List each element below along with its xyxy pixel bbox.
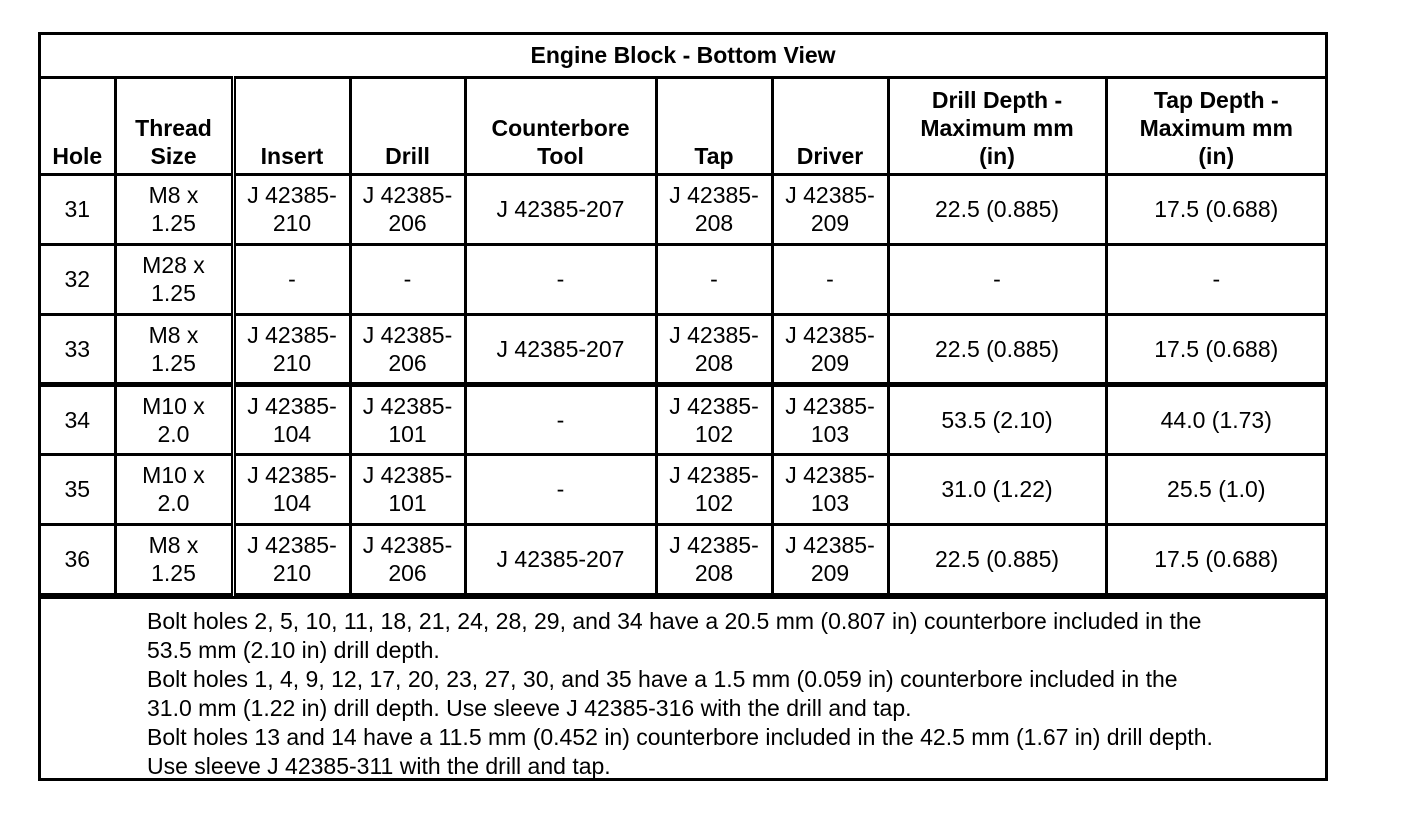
cell-thread-size-text: 1.25 [151, 210, 196, 236]
cell-counterbore-tool [465, 454, 656, 524]
cell-driver [772, 384, 888, 454]
cell-drill-depth [888, 384, 1106, 454]
header-drill-depth [888, 77, 1106, 174]
cell-drill-text: 206 [388, 560, 427, 586]
cell-thread-size [115, 244, 233, 314]
cell-hole [41, 314, 115, 384]
notes-section [41, 596, 1325, 789]
cell-tap [656, 384, 772, 454]
cell-hole [41, 244, 115, 314]
cell-driver-text: J 42385- [785, 532, 875, 558]
header-counterbore-tool [465, 77, 656, 174]
cell-tap-text: J 42385- [669, 462, 759, 488]
cell-drill-depth-text: 22.5 (0.885) [934, 196, 1060, 222]
cell-tap-depth-text: 25.5 (1.0) [1167, 476, 1266, 502]
cell-insert [233, 524, 350, 594]
cell-insert [233, 454, 350, 524]
cell-tap-text: J 42385- [669, 182, 759, 208]
cell-hole [41, 454, 115, 524]
note-line: Bolt holes 1, 4, 9, 12, 17, 20, 23, 27, 30, and 35 have a 1.5 mm (0.059 in) counterbore included in the [147, 665, 1178, 692]
cell-hole-text: 31 [64, 196, 91, 222]
cell-tap [656, 524, 772, 594]
cell-counterbore-tool-text: J 42385-207 [496, 196, 625, 222]
header-tap-label: Tap [694, 142, 734, 169]
cell-drill [350, 314, 465, 384]
note-item [147, 665, 1307, 723]
cell-tap-depth [1106, 384, 1325, 454]
cell-counterbore-tool [465, 524, 656, 594]
cell-tap-depth-text: 17.5 (0.688) [1154, 335, 1279, 362]
header-drill-depth-line1: Drill Depth - [931, 86, 1063, 113]
cell-counterbore-tool [465, 174, 656, 244]
cell-driver [772, 314, 888, 384]
cell-thread-size [115, 314, 233, 384]
cell-drill [350, 454, 465, 524]
cell-tap-depth [1106, 454, 1325, 524]
cell-drill-text: 101 [388, 420, 427, 447]
cell-tap-depth-text: 17.5 (0.688) [1154, 196, 1279, 222]
cell-tap-text: 102 [694, 420, 734, 447]
cell-drill-text: 206 [388, 210, 427, 236]
spec-table [41, 35, 1325, 596]
cell-drill-depth-text: 31.0 (1.22) [941, 476, 1053, 502]
cell-drill-depth [888, 244, 1106, 314]
cell-drill [350, 244, 465, 314]
cell-drill-text: J 42385- [362, 532, 453, 558]
cell-hole-text: 34 [64, 406, 91, 433]
cell-counterbore-tool-text: - [556, 406, 565, 433]
cell-thread-size-text: M8 x [148, 321, 199, 348]
cell-hole [41, 524, 115, 594]
cell-driver-text: 103 [810, 420, 850, 447]
cell-insert-text: J 42385- [247, 392, 337, 419]
cell-driver-text: 209 [810, 349, 850, 376]
cell-counterbore-tool-text: - [556, 266, 565, 292]
cell-driver-text: J 42385- [785, 462, 875, 488]
cell-thread-size-text: M10 x [142, 462, 205, 488]
cell-driver-text: J 42385- [785, 182, 875, 208]
cell-driver-text: 209 [810, 560, 850, 586]
cell-tap-text: J 42385- [669, 321, 759, 348]
cell-drill-text: J 42385- [362, 182, 453, 208]
cell-tap-depth [1106, 244, 1325, 314]
cell-driver [772, 524, 888, 594]
cell-insert-text: - [288, 266, 296, 292]
cell-drill [350, 174, 465, 244]
cell-tap-text: 208 [694, 560, 734, 586]
header-drill [350, 77, 465, 174]
cell-insert-text: 210 [272, 210, 312, 236]
cell-counterbore-tool-text: - [556, 476, 565, 502]
cell-tap-depth-text: 17.5 (0.688) [1154, 546, 1279, 572]
cell-tap-depth [1106, 524, 1325, 594]
cell-thread-size-text: 2.0 [157, 490, 190, 516]
cell-insert-text: 210 [272, 560, 312, 586]
header-drill-depth-line2: Maximum mm [920, 114, 1074, 141]
header-drill-label: Drill [385, 142, 430, 169]
cell-drill-text: 206 [388, 349, 427, 376]
cell-tap-depth [1106, 314, 1325, 384]
cell-driver [772, 174, 888, 244]
header-tap-depth-line1: Tap Depth - [1153, 86, 1279, 113]
cell-tap-text: J 42385- [669, 532, 759, 558]
table-row [41, 174, 1325, 244]
cell-drill-depth-text: 22.5 (0.885) [934, 335, 1060, 362]
cell-thread-size-text: M28 x [142, 252, 205, 278]
cell-drill-depth [888, 454, 1106, 524]
header-hole-label: Hole [52, 142, 103, 169]
cell-insert-text: 210 [272, 349, 312, 376]
header-row [41, 77, 1325, 174]
cell-counterbore-tool-text: J 42385-207 [496, 335, 625, 362]
cell-tap-text: 102 [694, 490, 734, 516]
spec-document [38, 32, 1328, 781]
cell-drill-depth [888, 314, 1106, 384]
header-driver [772, 77, 888, 174]
cell-hole-text: 36 [64, 546, 91, 572]
note-item [147, 607, 1307, 665]
cell-tap [656, 244, 772, 314]
notes-list [41, 599, 1325, 789]
cell-driver-text: 209 [810, 210, 850, 236]
table-row [41, 384, 1325, 454]
cell-drill [350, 384, 465, 454]
cell-counterbore-tool-text: J 42385-207 [496, 546, 625, 572]
cell-insert-text: J 42385- [247, 532, 337, 558]
cell-tap [656, 314, 772, 384]
cell-thread-size-text: 2.0 [157, 420, 190, 447]
note-item [147, 723, 1307, 781]
header-drill-depth-line3: (in) [979, 142, 1015, 169]
header-insert-label: Insert [260, 142, 324, 169]
cell-tap-text: - [710, 266, 718, 292]
cell-counterbore-tool [465, 244, 656, 314]
header-thread-line1: Thread [135, 114, 212, 141]
cell-drill-text: J 42385- [362, 462, 453, 488]
table-row [41, 314, 1325, 384]
header-hole [41, 77, 115, 174]
cell-insert-text: J 42385- [247, 462, 337, 488]
cell-insert-text: 104 [272, 420, 312, 447]
cell-hole-text: 35 [64, 476, 91, 502]
cell-tap [656, 174, 772, 244]
cell-hole-text: 32 [64, 266, 91, 292]
cell-thread-size-text: M8 x [148, 532, 199, 558]
header-cbore-line1: Counterbore [491, 114, 630, 141]
cell-thread-size [115, 174, 233, 244]
cell-tap-depth-text: - [1212, 266, 1221, 292]
cell-hole-text: 33 [64, 335, 91, 362]
cell-drill-depth-text: - [993, 266, 1001, 292]
cell-tap-depth-text: 44.0 (1.73) [1160, 406, 1272, 433]
cell-drill-text: J 42385- [362, 392, 453, 419]
cell-tap [656, 454, 772, 524]
cell-drill-depth [888, 524, 1106, 594]
cell-thread-size [115, 524, 233, 594]
cell-insert [233, 314, 350, 384]
cell-hole [41, 384, 115, 454]
header-tap [656, 77, 772, 174]
header-tap-depth-line3: (in) [1198, 142, 1235, 169]
cell-tap-text: J 42385- [669, 392, 759, 419]
cell-thread-size-text: 1.25 [151, 280, 196, 306]
header-tap-depth-line2: Maximum mm [1139, 114, 1293, 141]
cell-insert [233, 244, 350, 314]
cell-driver-text: - [826, 266, 834, 292]
cell-drill-depth-text: 53.5 (2.10) [941, 406, 1053, 433]
cell-counterbore-tool [465, 314, 656, 384]
cell-hole [41, 174, 115, 244]
cell-driver [772, 244, 888, 314]
cell-driver-text: 103 [810, 490, 850, 516]
cell-drill-text: 101 [388, 490, 427, 516]
cell-drill-depth-text: 22.5 (0.885) [934, 546, 1060, 572]
note-line: 53.5 mm (2.10 in) drill depth. [147, 636, 440, 663]
cell-driver-text: J 42385- [785, 392, 875, 419]
note-line: Bolt holes 13 and 14 have a 11.5 mm (0.452 in) counterbore included in the 42.5 mm (1.67 in) drill depth. [147, 723, 1213, 750]
cell-tap-text: 208 [694, 349, 734, 376]
cell-thread-size-text: M8 x [148, 182, 199, 208]
note-line: Use sleeve J 42385-311 with the drill and tap. [147, 752, 611, 779]
cell-insert [233, 174, 350, 244]
table-title: Engine Block - Bottom View [41, 35, 1325, 77]
cell-driver-text: J 42385- [785, 321, 875, 348]
cell-insert-text: J 42385- [247, 182, 337, 208]
table-row [41, 524, 1325, 594]
cell-drill-text: J 42385- [362, 321, 453, 348]
header-driver-label: Driver [796, 142, 864, 169]
cell-drill [350, 524, 465, 594]
cell-tap-depth [1106, 174, 1325, 244]
cell-thread-size-text: 1.25 [151, 560, 196, 586]
cell-thread-size-text: 1.25 [151, 349, 196, 376]
note-line: Bolt holes 2, 5, 10, 11, 18, 21, 24, 28, 29, and 34 have a 20.5 mm (0.807 in) counterbore included in the [147, 607, 1202, 634]
table-row [41, 454, 1325, 524]
header-thread-size [115, 77, 233, 174]
cell-thread-size [115, 384, 233, 454]
header-tap-depth [1106, 77, 1325, 174]
cell-drill-depth [888, 174, 1106, 244]
cell-counterbore-tool [465, 384, 656, 454]
cell-insert-text: J 42385- [247, 321, 337, 348]
cell-thread-size [115, 454, 233, 524]
cell-insert-text: 104 [272, 490, 312, 516]
header-thread-line2: Size [150, 142, 197, 169]
cell-drill-text: - [403, 266, 412, 292]
header-cbore-line2: Tool [537, 142, 584, 169]
cell-tap-text: 208 [694, 210, 734, 236]
note-line: 31.0 mm (1.22 in) drill depth. Use sleeve J 42385-316 with the drill and tap. [147, 694, 912, 721]
cell-thread-size-text: M10 x [142, 392, 205, 419]
cell-insert [233, 384, 350, 454]
cell-driver [772, 454, 888, 524]
header-insert [233, 77, 350, 174]
table-row [41, 244, 1325, 314]
